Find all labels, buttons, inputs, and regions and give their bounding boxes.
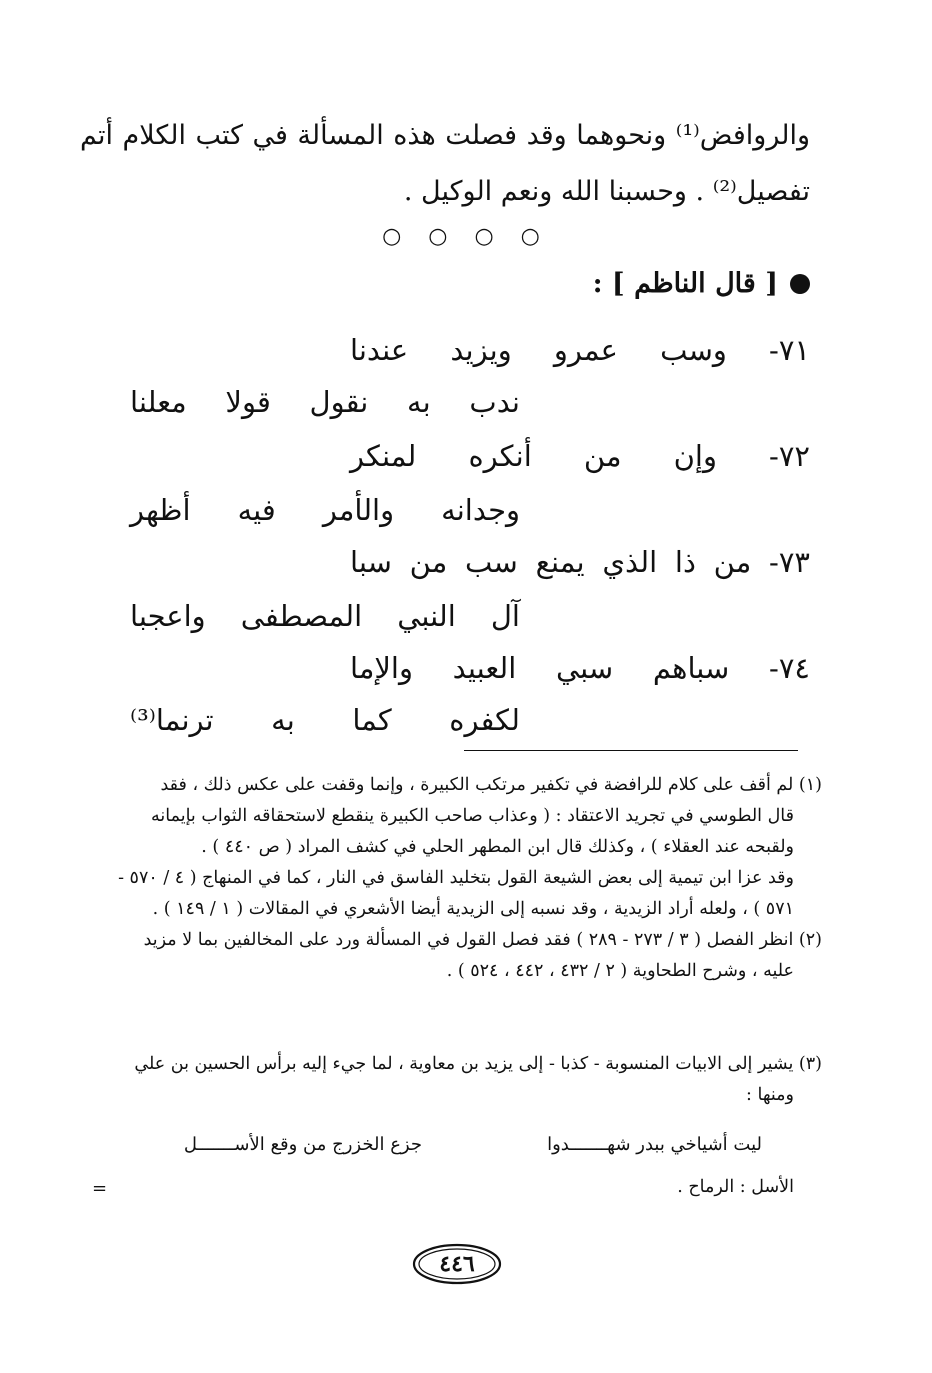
footnote-3-gloss [96, 1172, 822, 1203]
verse-71-second: ندب به نقول قولا معلنا [130, 385, 520, 419]
continuation-mark: = [92, 1178, 108, 1199]
speaker-label: [ قال الناظم ] : [592, 268, 778, 299]
footnote-1-line-4: وقد عزا ابن تيمية إلى بعض الشيعة القول بتخليد الفاسق في النار ، كما في المنهاج ( ٤ / ٥٧٠ - [118, 868, 794, 888]
intro-line-1: والروافض⁽¹⁾ ونحوهما وقد فصلت هذه المسألة في كتب الكلام أتم [80, 120, 810, 151]
footnote-3 [96, 1049, 822, 1111]
footnote-3-line-2: ومنها : [746, 1085, 794, 1105]
speaker-heading [593, 268, 810, 299]
intro-line-2: تفصيل⁽²⁾ . وحسبنا الله ونعم الوكيل . [403, 176, 810, 207]
footnote-3-line-3: الأسل : الرماح . [677, 1177, 794, 1197]
footnote-1-line-2: قال الطوسي في تجريد الاعتقاد : ( وعذاب صاحب الكبيرة ينقطع لاستحقاقه الثواب بإيمانه [151, 806, 794, 826]
footnote-2-line-1: (٢) انظر الفصل ( ٣ / ٢٧٣ - ٢٨٩ ) فقد فصل القول في المسألة ورد على المخالفين بما لا مزيد [143, 930, 822, 950]
verse-72-first: ٧٢- وإن من أنكره لمنكر [350, 439, 810, 473]
footnote-2 [96, 925, 822, 987]
footnote-1-line-5: ٥٧١ ) ، ولعله أراد الزيدية ، وقد نسبه إلى الزيدية أيضا الأشعري في المقالات ( ١ / ١٤٩ ) . [152, 899, 794, 919]
footnote-divider [464, 750, 798, 751]
verse-74-first: ٧٤- سباهم سبي العبيد والإما [350, 651, 810, 685]
footnote-2-line-2: عليه ، وشرح الطحاوية ( ٢ / ٤٣٢ ، ٤٤٢ ، ٥٢٤ ) . [446, 961, 794, 981]
footnote-1-line-3: ولقبحه عند العقلاء ) ، وكذلك قال ابن المطهر الحلي في كشف المراد ( ص ٤٤٠ ) . [201, 837, 794, 857]
page-number-badge [412, 1243, 502, 1285]
verse-73-second: آل النبي المصطفى واعجبا [130, 599, 520, 633]
poem-second-hemistich: جزع الخزرج من وقع الأســـــــل [183, 1134, 422, 1155]
footnote-3-line-1: (٣) يشير إلى الابيات المنسوبة - كذبا - إلى يزيد بن معاوية ، لما جيء إليه برأس الحسين بن علي [134, 1054, 822, 1074]
verse-71-first: ٧١- وسب عمرو ويزيد عندنا [350, 333, 810, 367]
poem-first-hemistich: ليت أشياخي ببدر شهـــــــدوا [547, 1134, 762, 1155]
verse-74-second: لكفره كما به ترنما⁽³⁾ [130, 703, 520, 737]
intro-paragraph [80, 108, 810, 220]
footnote-1-line-1: (١) لم أقف على كلام للرافضة في تكفير مرتكب الكبيرة ، وإنما وقفت على عكس ذلك ، فقد [160, 775, 822, 795]
verse-72-second: وجدانه والأمر فيه أظهر [130, 493, 520, 527]
page-number: ٤٤٦ [439, 1251, 475, 1277]
section-separator: ○ ○ ○ ○ [382, 224, 550, 249]
bullet-icon [790, 274, 810, 294]
verse-73-first: ٧٣- من ذا الذي يمنع سب من سبا [350, 545, 810, 579]
footnote-1 [96, 770, 822, 925]
